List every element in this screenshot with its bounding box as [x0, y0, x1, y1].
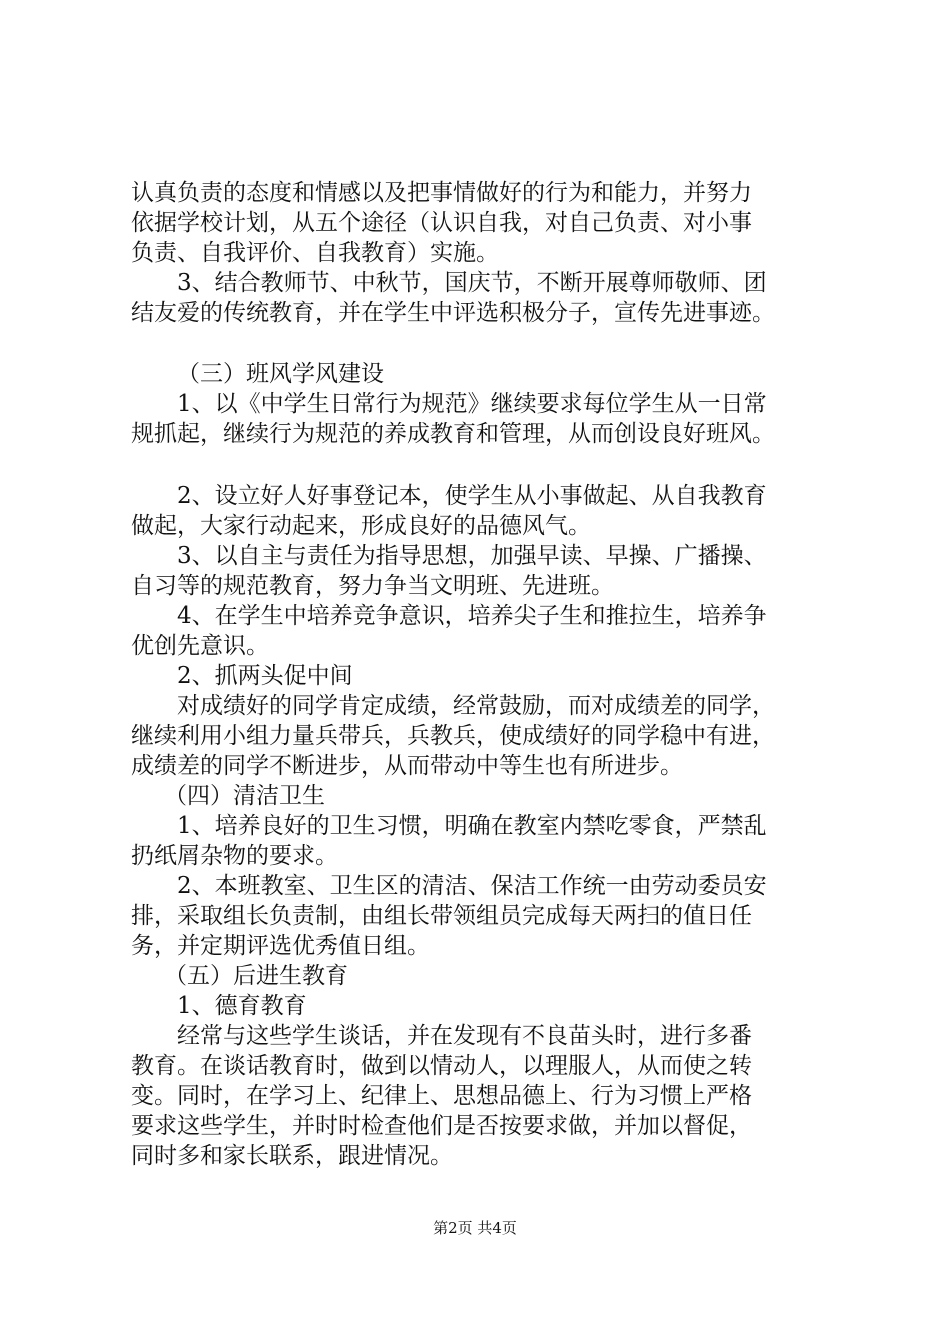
body-line: 3、以自主与责任为指导思想，加强早读、早操、广播操、 [177, 543, 767, 569]
body-line: 经常与这些学生谈话，并在发现有不良苗头时，进行多番 [177, 1023, 752, 1049]
section-heading: （四）清洁卫生 [164, 783, 325, 809]
body-line: 依据学校计划，从五个途径（认识自我，对自己负责、对小事 [131, 210, 752, 236]
body-line: 继续利用小组力量兵带兵，兵教兵，使成绩好的同学稳中有进， [131, 723, 775, 749]
body-line: 优创先意识。 [131, 633, 269, 659]
body-line: 2、设立好人好事登记本，使学生从小事做起、从自我教育 [177, 483, 767, 509]
body-line: 同时多和家长联系，跟进情况。 [131, 1143, 453, 1169]
body-line: 教育。在谈话教育时，做到以情动人，以理服人，从而使之转 [131, 1053, 752, 1079]
section-heading: （三）班风学风建设 [177, 361, 384, 387]
section-heading: （五）后进生教育 [164, 963, 348, 989]
body-line: 负责、自我评价、自我教育）实施。 [131, 240, 499, 266]
body-line: 1、以《中学生日常行为规范》继续要求每位学生从一日常 [177, 391, 767, 417]
body-line: 要求这些学生，并时时检查他们是否按要求做，并加以督促， [131, 1113, 752, 1139]
body-line: 2、本班教室、卫生区的清洁、保洁工作统一由劳动委员安 [177, 873, 767, 899]
body-line: 认真负责的态度和情感以及把事情做好的行为和能力，并努力 [131, 180, 752, 206]
body-line: 3、结合教师节、中秋节，国庆节，不断开展尊师敬师、团 [177, 270, 767, 296]
body-line: 4、在学生中培养竞争意识，培养尖子生和推拉生，培养争 [177, 603, 767, 629]
body-line: 对成绩好的同学肯定成绩，经常鼓励，而对成绩差的同学， [177, 693, 775, 719]
body-line: 自习等的规范教育，努力争当文明班、先进班。 [131, 573, 614, 599]
body-line: 扔纸屑杂物的要求。 [131, 843, 338, 869]
body-line: 变。同时，在学习上、纪律上、思想品德上、行为习惯上严格 [131, 1083, 752, 1109]
page-footer: 第2页 共4页 [433, 1219, 517, 1237]
body-line: 1、培养良好的卫生习惯，明确在教室内禁吃零食，严禁乱 [177, 813, 767, 839]
body-line: 排，采取组长负责制，由组长带领组员完成每天两扫的值日任 [131, 903, 752, 929]
subsection-heading: 2、抓两头促中间 [177, 663, 353, 689]
body-line: 结友爱的传统教育，并在学生中评选积极分子，宣传先进事迹。 [131, 300, 775, 326]
subsection-heading: 1、德育教育 [177, 993, 307, 1019]
body-line: 务，并定期评选优秀值日组。 [131, 933, 430, 959]
body-line: 规抓起，继续行为规范的养成教育和管理，从而创设良好班风。 [131, 421, 775, 447]
body-line: 做起，大家行动起来，形成良好的品德风气。 [131, 513, 591, 539]
body-line: 成绩差的同学不断进步，从而带动中等生也有所进步。 [131, 753, 683, 779]
